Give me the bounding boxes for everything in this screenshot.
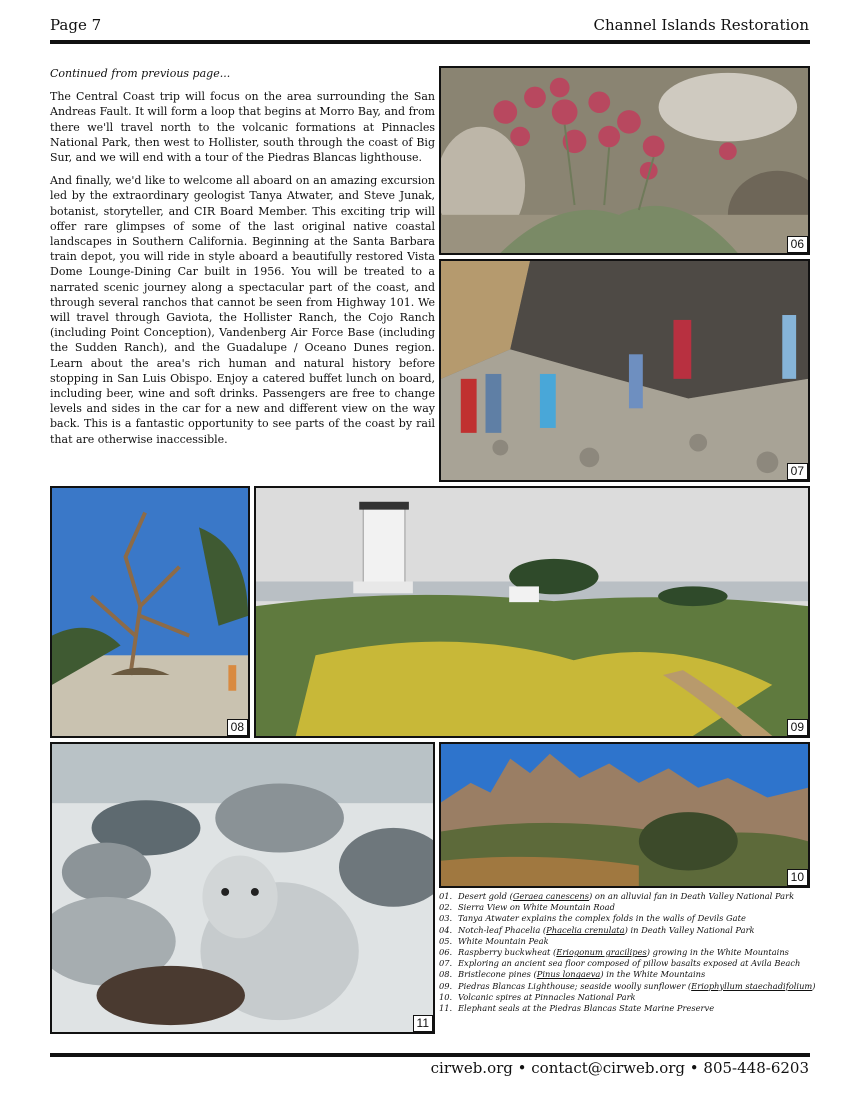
footer-rule [50,1053,810,1057]
footer-separator: • [512,1059,532,1077]
photo-11-elephant-seals [50,742,435,1034]
caption-item: 07. Exploring an ancient sea floor composed of pillow basalts exposed at Avila Beach [439,958,801,969]
footer-separator: • [685,1059,704,1077]
footer-website-link[interactable]: cirweb.org [430,1059,513,1077]
paragraph-excursion: And finally, we'd like to welcome all aboard on an amazing excursion led by the extraordinary geologist Tanya Atwater, and Steve Junak, botanist, storyteller, and CIR Board Member. This exciting trip will offer rare glimpses of some of the last original native coastal landscapes in Southern California. Beginning at the Santa Barbara train depot, you will ride in style aboard a beautifully restored Vista Dome Lounge-Dining Car built in 1956. You will be treated to a narrated scenic journey along a spectacular part of the coast, and through several ranchos that cannot be seen from Highway 101. We will travel through Gaviota, the Hollister Ranch, the Cojo Ranch (including Point Conception), Vandenberg Air Force Base (including the Sudden Ranch), and the Guadalupe / Oceano Dunes region. Learn about the area's rich human and natural history before stopping in San Luis Obispo. Enjoy a catered buffet lunch on board, including beer, wine and soft drinks. Passengers are free to change levels and sides in the car for a new and different view on the way back. This is a fantastic opportunity to see parts of the coast by rail that are otherwise inaccessible. [50,174,435,446]
photo-10-pinnacles-spires [439,742,810,888]
photo-number-09: 09 [787,719,808,736]
caption-item: 09. Piedras Blancas Lighthouse; seaside woolly sunflower (Eriophyllum staechadifolium) [439,980,816,991]
caption-item: 08. Bristlecone pines (Pinus longaeva) in the White Mountains [439,969,706,980]
continued-note: Continued from previous page... [50,67,231,80]
caption-item: 04. Notch-leaf Phacelia (Phacelia crenulata) in Death Valley National Park [439,924,755,935]
buckwheat-image [441,68,808,253]
basalt-group-image [441,261,808,480]
photo-number-06: 06 [787,236,808,253]
caption-item: 11. Elephant seals at the Piedras Blancas State Marine Preserve [439,1003,715,1014]
footer-contact [431,1059,809,1077]
photo-number-10: 10 [787,869,808,886]
bristlecone-image [52,488,248,736]
photo-08-bristlecone-pines [50,486,250,738]
caption-item: 02. Sierra View on White Mountain Road [439,902,615,913]
header-rule [50,40,810,44]
paragraph-central-coast: The Central Coast trip will focus on the area surrounding the San Andreas Fault. It will form a loop that begins at Morro Bay, and from there we'll travel north to the volcanic formations at Pinnacles National Park, then west to Hollister, south through the coast of Big Sur, and we will end with a tour of the Piedras Blancas lighthouse. [50,90,435,165]
publication-title: Channel Islands Restoration [593,16,809,34]
page-number: Page 7 [50,16,102,34]
photo-number-07: 07 [787,463,808,480]
photo-number-08: 08 [227,719,248,736]
caption-item: 03. Tanya Atwater explains the complex folds in the walls of Devils Gate [439,913,746,924]
photo-captions [439,891,816,1014]
caption-item: 10. Volcanic spires at Pinnacles National Park [439,991,636,1002]
pinnacles-image [441,744,808,886]
article-text [50,66,435,455]
footer-phone: 805-448-6203 [703,1059,809,1077]
photo-06-raspberry-buckwheat [439,66,810,255]
photo-09-piedras-blancas-lighthouse [254,486,810,738]
footer-email-link[interactable]: contact@cirweb.org [531,1059,686,1077]
caption-item: 05. White Mountain Peak [439,935,549,946]
photo-number-11: 11 [413,1015,433,1032]
caption-item: 06. Raspberry buckwheat (Eriogonum gracilipes) growing in the White Mountains [439,947,789,958]
elephant-seals-image [52,744,433,1032]
caption-item: 01. Desert gold (Geraea canescens) on an alluvial fan in Death Valley National Park [439,891,795,901]
photo-07-pillow-basalts [439,259,810,482]
lighthouse-image [256,488,808,736]
